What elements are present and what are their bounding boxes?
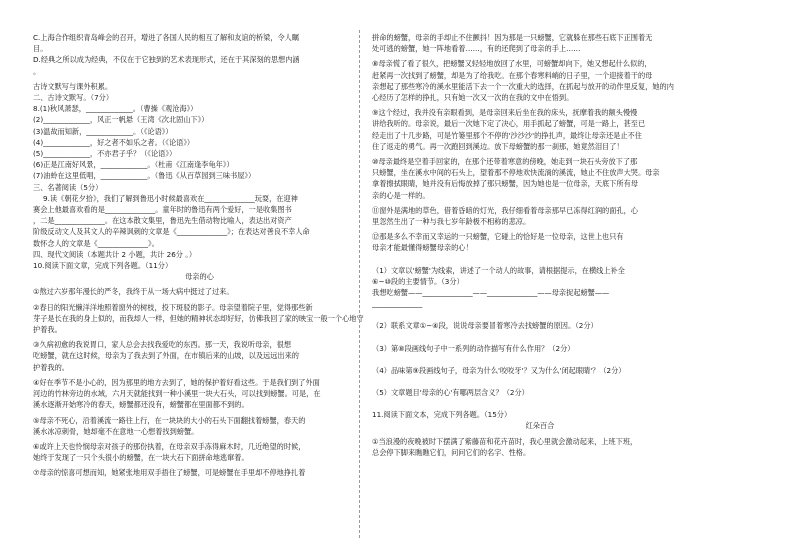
text-line: ⑫那是多么不幸而又幸运的一只螃蟹，它碰上的恰好是一位母亲，这世上也只有	[372, 232, 624, 242]
text-line: 只螃蟹，坐在溪水中间的石头上，望着那不停地欢快流淌的溪流，她止不住放声大哭。母亲	[372, 168, 660, 178]
spacer	[372, 332, 708, 339]
text-line: 9.读《朝花夕拾》，我们了解到鲁迅小时候最喜欢在______________玩耍，在迎神	[43, 193, 298, 203]
text-line: ③久病初愈的我说胃口，家人总会去找我爱吃的东西。那一天，我说听母亲，很想	[33, 340, 292, 350]
text-line: ⑩母亲最终是空着手回家的，在那个还带着寒意的傍晚，她走到一块石头旁放下了那	[372, 157, 638, 167]
text-line: ⑤母亲不死心，沿着溪流一路往上行，在一块块的大小的石头下面翻找着螃蟹，春天的	[33, 415, 306, 425]
text-line: 我想吃螃蟹——______________——______________——母亲捉起螃蟹——	[372, 288, 610, 298]
text-line: ______________	[372, 299, 423, 309]
text-line: 经走出了十几步路，可是竹篓里那个不停的'沙沙沙'的挣扎声，最终让母亲还是止不住	[372, 130, 642, 140]
text-line: ，二是______________。在这本散文集里，鲁迅先生借动物比喻人，表达出对资产	[33, 216, 292, 226]
text-line: 护着我。	[33, 325, 62, 335]
text-line: （5）文章题目'母亲的心'有哪两层含义？（2分）	[372, 388, 529, 398]
text-line: 拼命的螃蟹，母亲的手却止不住颤抖！因为那是一只螃蟹，它就躲在那些石底下正围着无	[372, 33, 653, 42]
text-line: 目。	[33, 44, 48, 54]
text-line: ⑦母亲的惊喜可想而知，她紧张地用双手捂住了螃蟹，可是螃蟹在手里却不停地挣扎着	[33, 468, 306, 478]
text-line: 住了返走的勇气。再一次跑回到溪边。放下母螃蟹的那一刹那，她竟然泪目了！	[372, 141, 624, 151]
text-line: （4）品味第⑨段画线句子，母亲为什么'咬咬牙'？又为什么'闭起眼睛'？（2分）	[372, 365, 626, 375]
text-line: C.上海合作组织青岛峰会的召开，增进了各国人民的相互了解和友谊的桥梁，令人瞩	[33, 33, 300, 42]
section-title: 红朵百合	[525, 421, 555, 431]
spacer	[372, 398, 708, 405]
text-line: 。	[33, 66, 41, 76]
text-line: 赛会上他最喜欢看的是______________。童年时的鲁迅有两个爱好，一是收集图书	[33, 205, 292, 215]
text-line: 处可逃的螃蟹，她一阵地看着……，有的还爬到了母亲的手上……	[372, 44, 581, 54]
left-column	[33, 32, 366, 479]
text-line: (5)_____________，不亦君子乎？（《论语》）	[33, 149, 177, 159]
text-line: 母亲才能最懂得螃蟹母亲的心！	[372, 243, 473, 253]
right-column	[372, 32, 708, 458]
text-line: (2)_____________，风正一帆悬（王湾《次北固山下》）	[33, 115, 209, 125]
text-line: 8.(1)秋风萧瑟，_____________。（曹操《观沧海》）	[33, 104, 198, 114]
text-line: ⑧母亲慌了看了很久，把螃蟹又轻轻地放回了水里，可螃蟹却向下，她又想起什么似的，	[372, 59, 652, 69]
text-line: 11.阅读下面文本，完成下列各题。（15分）	[372, 410, 512, 420]
text-line: 四、现代文阅读（本题共计 2 小题，共计 26分 。）	[33, 249, 197, 259]
text-line: 拿着擦拭眼睛，她并没有后悔放掉了那只螃蟹，因为她也是一位母亲，天底下所有母	[372, 179, 638, 189]
text-line: 讲给我听的。母亲说，最后一次她下定了决心，用手抓起了螃蟹，可是一路上，甚至已	[372, 119, 646, 129]
text-line: 溪水逐渐开始寒冷的春天，螃蟹都还没有，螃蟹都在里面都不到的。	[33, 400, 249, 410]
spacer	[372, 376, 708, 383]
text-line: 数怀念人的文章是《______________》。	[33, 238, 159, 248]
text-line: 总会停下脚来瞧瞧它们，问问它们的名字、性格。	[372, 447, 531, 457]
text-line: 10.阅读下面文章，完成下列各题。（11分）	[33, 261, 173, 271]
text-line: 芽子是长在我的身上似的，而我却人一样，但她的精神状态却好好，仿佛我回了家的映宝一般一个心地守	[33, 313, 364, 323]
text-line: 吃螃蟹，就在这时候，母亲为了我去到了外面，在市镇后来的山坡，以及远远出来的	[33, 351, 299, 361]
section-title: 母亲的心	[185, 272, 214, 282]
spacer	[372, 309, 708, 316]
text-line: ⑥~⑩段的主要情节。（3分）	[372, 276, 464, 286]
text-line: 亲想起了那些寒冷的溪水里能活下去一个一次重大的选择，在抓起与放开的动作里反复，她的内	[372, 81, 674, 91]
text-line: (7)油蛉在这里低唱，_____________。（鲁迅《从百草园到三味书屋》）	[33, 171, 256, 181]
spacer	[372, 354, 708, 361]
text-line: 她终于发现了一只个头很小的螃蟹，在一块大石下面拼命地逃窜着。	[33, 453, 249, 463]
text-line: (6)正是江南好风景，_____________。（杜甫《江南逢李龟年》）	[33, 160, 234, 170]
text-line: ①熬过六岁那年漫长的严冬，我终于从一场大病中挺过了过来。	[33, 287, 234, 297]
text-line: (3)温故而知新，_____________。（《论语》）	[33, 126, 173, 136]
text-line: ⑨这个经过，我并没有亲眼看到，是母亲回来后坐在我的床头，抚摩着我的额头慢慢	[372, 108, 638, 118]
text-line: （2）联系文章①~④段，说说母亲要冒着寒冷去找螃蟹的原因。（2分）	[372, 321, 598, 331]
text-line: 三、名著阅读（5分）	[33, 182, 103, 192]
text-line: ①当浪漫的夜晚被时下摆满了紫藤苗和花卉苗时，我心里就会激动起来，上班下班，	[372, 436, 638, 446]
spacer	[372, 254, 708, 261]
text-line: （3）第⑧段画线句子中一系列的动作描写有什么作用？（2分）	[372, 343, 575, 353]
column-divider	[359, 30, 360, 538]
text-line: ④好在季节不是小心的，因为那里的地方去到了，她的保护着好看这些。于是我们到了外面	[33, 377, 320, 387]
text-line: （1）文章以'螃蟹'为线索，讲述了一个动人的故事，请根据提示，在横线上补全	[372, 265, 625, 275]
text-line: 二、古诗文默写。（7分）	[33, 93, 114, 103]
text-line: 里忽然生出了一种与我七岁年龄极不相称的悲凉。	[372, 217, 531, 227]
text-line: 古诗文默写与课外积累。	[33, 81, 113, 91]
text-line: 河边的竹林旁边的水域，六月天就能找到一种小溪里一块大石头，可以找到螃蟹。可是，在	[33, 389, 321, 399]
text-line: 亲的心是一样的。	[372, 190, 430, 200]
text-line: ⑥或许上天也怜悯母亲对孩子的那份执着，在母亲双手冻得麻木时，几近绝望的时候，	[33, 441, 306, 451]
text-line: 护着我的。	[33, 362, 69, 372]
text-line: 心经历了怎样的挣扎，只有她一次又一次的在我的文中在悟到。	[372, 93, 574, 103]
text-line: ⑪窗外是满地的草色，借着昏暗的灯光，我仔细看着母亲那早已冻得红润的面孔，心	[372, 205, 638, 215]
text-line: D.经典之所以成为经典，不仅在于它独到的艺术表现形式，还在于其深刻的思想内涵	[33, 55, 300, 65]
text-line: 赶紧再一次找到了螃蟹，却是为了给我吃。在那个春寒料峭的日子里，一个迎接着干的母	[372, 70, 653, 80]
text-line: (4)_____________，好之者不如乐之者。（《论语》）	[33, 137, 195, 147]
text-line: ②春日的阳光懒洋洋地照着窗外的树枝，投下斑驳的影子。母亲望着院子里，觉得那些新	[33, 302, 313, 312]
text-line: 阶级反动文人及其文人的辛辣讽刺的文章是《______________》；在表达对善良不幸人命	[33, 227, 310, 237]
text-line: 溪水冰凉刺骨，她却毫不在意地一心想着找到螃蟹。	[33, 426, 199, 436]
